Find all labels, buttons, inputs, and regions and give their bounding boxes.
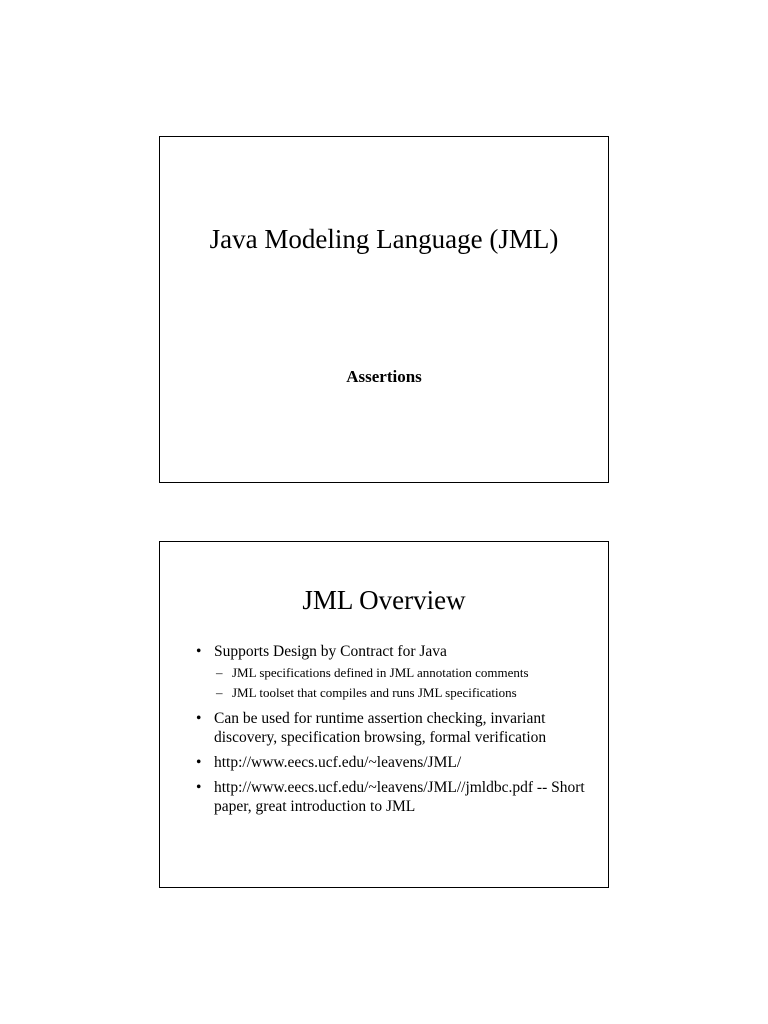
bullet-link-text: http://www.eecs.ucf.edu/~leavens/JML//jmldbc.pdf -- Short paper, great introduction to JML xyxy=(214,779,585,815)
dash-icon: – xyxy=(216,685,223,700)
bullet-text: Can be used for runtime assertion checking, invariant discovery, specification browsing, formal verification xyxy=(214,710,547,746)
bullet-icon: • xyxy=(196,710,202,727)
bullet-icon: • xyxy=(196,643,202,660)
sub-bullet-list xyxy=(214,663,586,703)
bullet-item xyxy=(196,778,586,816)
sub-bullet-text: JML toolset that compiles and runs JML specifications xyxy=(232,685,517,700)
slide-title: JML Overview xyxy=(302,585,466,615)
bullet-item xyxy=(196,642,586,703)
bullet-text: Supports Design by Contract for Java xyxy=(214,643,447,660)
bullet-list xyxy=(196,642,586,822)
bullet-item xyxy=(196,753,586,772)
sub-bullet-item xyxy=(214,663,586,683)
sub-bullet-item xyxy=(214,683,586,703)
bullet-icon: • xyxy=(196,779,202,796)
bullet-icon: • xyxy=(196,754,202,771)
slide-subtitle: Assertions xyxy=(346,367,422,386)
sub-bullet-text: JML specifications defined in JML annotation comments xyxy=(232,665,529,680)
bullet-link-text: http://www.eecs.ucf.edu/~leavens/JML/ xyxy=(214,754,462,771)
dash-icon: – xyxy=(216,665,223,680)
slide-title-page xyxy=(159,136,609,483)
slide-title: Java Modeling Language (JML) xyxy=(209,224,559,254)
bullet-item xyxy=(196,709,586,747)
slide-overview xyxy=(159,541,609,888)
